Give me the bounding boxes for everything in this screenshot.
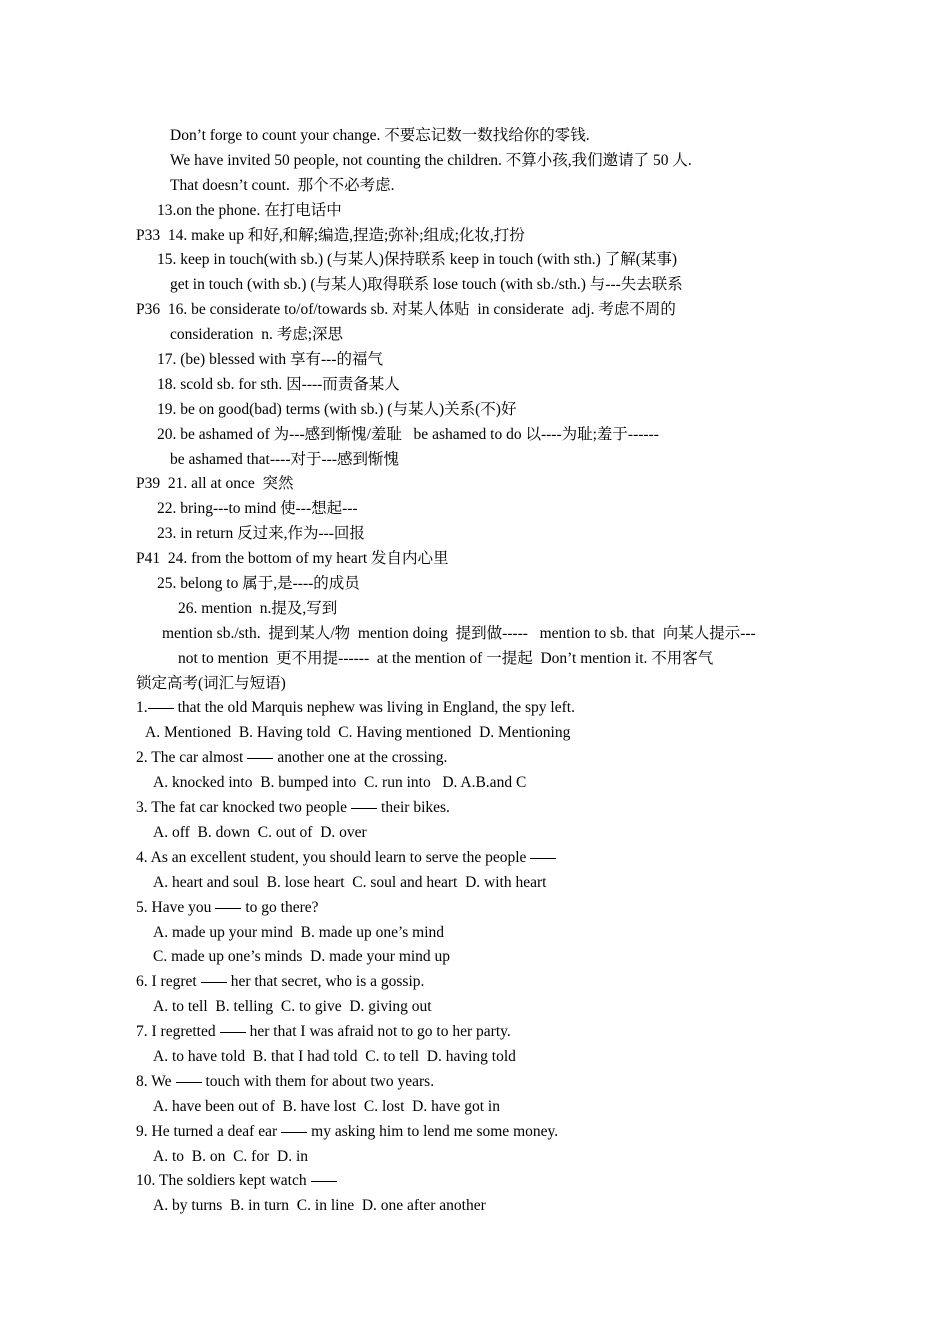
answer-blank: [351, 807, 377, 809]
answer-options: A. knocked into B. bumped into C. run into D. A.B.and C: [153, 774, 527, 792]
vocab-line: get in touch (with sb.) (与某人)取得联系 lose touch (with sb./sth.) 与---失去联系: [170, 276, 683, 294]
vocab-line: P39 21. all at once 突然: [136, 475, 294, 493]
answer-blank: [176, 1081, 202, 1083]
answer-blank: [247, 757, 273, 759]
vocab-line: consideration n. 考虑;深思: [170, 326, 344, 344]
question-stem: [0, 1020, 950, 1045]
question-text: that the old Marquis nephew was living in England, the spy left.: [177, 699, 575, 717]
vocab-line: mention sb./sth. 提到某人/物 mention doing 提到做----- mention to sb. that 向某人提示---: [162, 624, 756, 642]
vocab-line: 13.on the phone. 在打电话中: [157, 201, 342, 219]
vocab-line: 19. be on good(bad) terms (with sb.) (与某人)关系(不)好: [157, 400, 517, 418]
question-text: touch with them for about two years.: [205, 1072, 435, 1090]
vocab-line: be ashamed that----对于---感到惭愧: [170, 450, 399, 468]
answer-options: A. have been out of B. have lost C. lost D. have got in: [153, 1097, 500, 1115]
vocab-line: 22. bring---to mind 使---想起---: [157, 500, 358, 518]
answer-options: C. made up one’s minds D. made your mind up: [153, 948, 451, 966]
answer-blank: [530, 857, 556, 859]
vocab-line: That doesn’t count. 那个不必考虑.: [170, 176, 395, 194]
question-text: 1.: [136, 699, 148, 717]
question-text: 3. The fat car knocked two people: [136, 799, 348, 817]
vocab-line: 18. scold sb. for sth. 因----而责备某人: [157, 375, 400, 393]
question-stem: [0, 846, 950, 871]
answer-blank: [220, 1031, 246, 1033]
question-text: my asking him to lend me some money.: [311, 1122, 559, 1140]
section-title: 锁定高考(词汇与短语): [136, 674, 286, 692]
question-text: 8. We: [136, 1072, 172, 1090]
question-stem: [0, 796, 950, 821]
answer-blank: [215, 907, 241, 909]
answer-options: A. by turns B. in turn C. in line D. one after another: [153, 1197, 486, 1215]
vocab-line: 25. belong to 属于,是----的成员: [157, 575, 360, 593]
answer-options: A. to B. on C. for D. in: [153, 1147, 308, 1165]
question-text: their bikes.: [381, 799, 450, 817]
answer-blank: [201, 981, 227, 983]
question-text: another one at the crossing.: [277, 749, 448, 767]
question-stem: [0, 1070, 950, 1095]
vocab-line: P41 24. from the bottom of my heart 发自内心里: [136, 550, 449, 568]
answer-options: A. to have told B. that I had told C. to tell D. having told: [153, 1047, 516, 1065]
answer-blank: [311, 1180, 337, 1182]
question-text: 4. As an excellent student, you should learn to serve the people: [136, 848, 527, 866]
question-text: to go there?: [245, 898, 319, 916]
document-page: [0, 124, 950, 1219]
answer-options: A. off B. down C. out of D. over: [153, 823, 367, 841]
vocab-line: 17. (be) blessed with 享有---的福气: [157, 351, 383, 369]
question-stem: [0, 970, 950, 995]
question-text: her that I was afraid not to go to her party.: [249, 1023, 511, 1041]
question-text: her that secret, who is a gossip.: [230, 973, 425, 991]
answer-options: A. made up your mind B. made up one’s mind: [153, 923, 445, 941]
vocab-line: P36 16. be considerate to/of/towards sb. 对某人体贴 in considerate adj. 考虑不周的: [136, 301, 676, 319]
vocab-line: We have invited 50 people, not counting the children. 不算小孩,我们邀请了 50 人.: [170, 151, 692, 169]
question-stem: [0, 896, 950, 921]
question-stem: [0, 696, 950, 721]
answer-options: A. Mentioned B. Having told C. Having mentioned D. Mentioning: [145, 724, 571, 742]
vocab-line: 26. mention n.提及,写到: [178, 599, 338, 617]
answer-blank: [148, 707, 174, 709]
question-text: 10. The soldiers kept watch: [136, 1172, 307, 1190]
vocab-line: 23. in return 反过来,作为---回报: [157, 525, 365, 543]
vocab-line: not to mention 更不用提------ at the mention of 一提起 Don’t mention it. 不用客气: [178, 649, 714, 667]
question-text: 6. I regret: [136, 973, 197, 991]
vocab-line: Don’t forge to count your change. 不要忘记数一数找给你的零钱.: [170, 127, 590, 144]
question-text: 9. He turned a deaf ear: [136, 1122, 278, 1140]
vocab-line: P33 14. make up 和好,和解;编造,捏造;弥补;组成;化妆,打扮: [136, 226, 525, 244]
vocab-line: 20. be ashamed of 为---感到惭愧/羞耻 be ashamed to do 以----为耻;羞于------: [157, 425, 659, 443]
question-stem: [0, 1120, 950, 1145]
question-stem: [0, 1169, 950, 1194]
question-text: 5. Have you: [136, 898, 212, 916]
question-text: 7. I regretted: [136, 1023, 216, 1041]
answer-options: A. to tell B. telling C. to give D. giving out: [153, 998, 432, 1016]
answer-blank: [281, 1131, 307, 1133]
answer-options: A. heart and soul B. lose heart C. soul and heart D. with heart: [153, 873, 547, 891]
vocab-line: 15. keep in touch(with sb.) (与某人)保持联系 keep in touch (with sth.) 了解(某事): [157, 251, 678, 269]
question-stem: [0, 746, 950, 771]
question-text: 2. The car almost: [136, 749, 244, 767]
